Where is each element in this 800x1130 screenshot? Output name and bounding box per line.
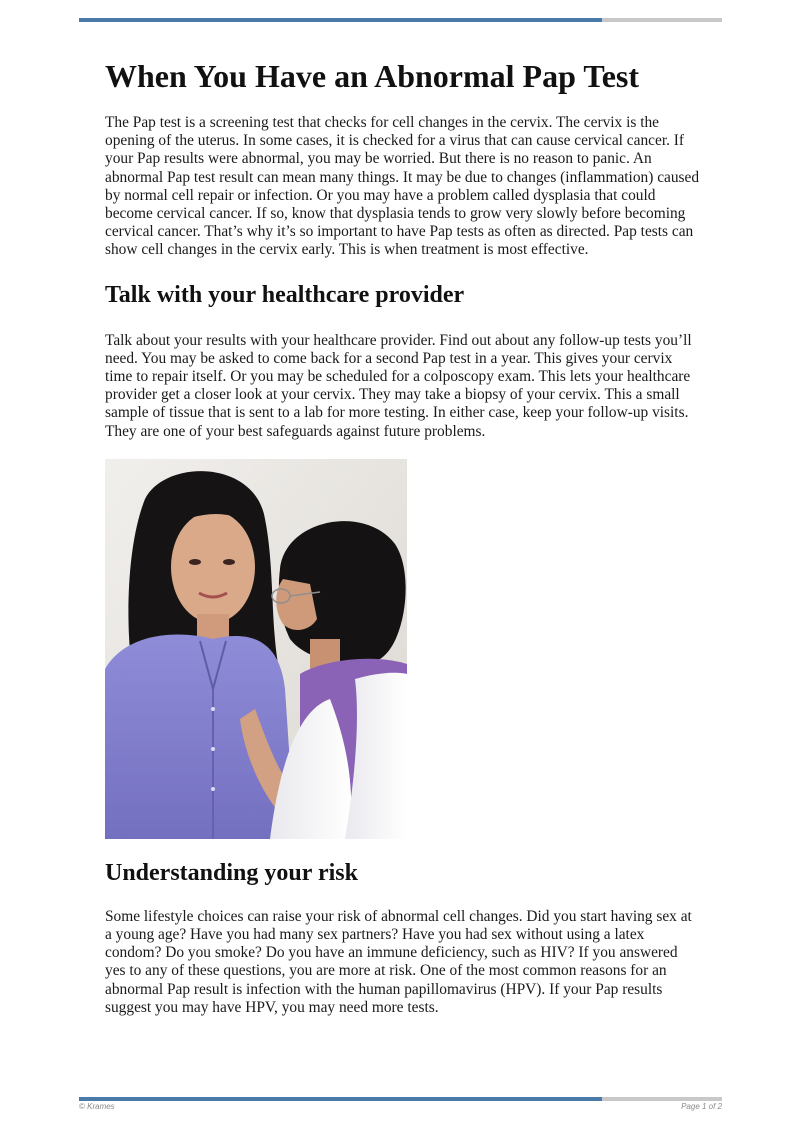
footer-rule-track (602, 1097, 722, 1101)
footer-rule (79, 1097, 722, 1101)
patient-consultation-photo (105, 459, 407, 839)
section-heading-risk: Understanding your risk (105, 859, 358, 886)
section-heading-talk: Talk with your healthcare provider (105, 281, 465, 308)
header-rule-track (602, 18, 722, 22)
header-rule (79, 18, 722, 22)
section-body-risk: Some lifestyle choices can raise your risk of abnormal cell changes. Did you start having sex at a young age? Have you had many sex partners? Have you had sex without using a latex condom? Do you smoke? Do you have an immune deficiency, such as HIV? If you answered yes to any of these questions, you are more at risk. One of the most common reasons for an abnormal Pap result is infection with the human papillomavirus (HPV). If your Pap results suggest you may have HPV, you may need more tests. (105, 907, 692, 1016)
footer-rule-accent (79, 1097, 602, 1101)
section-body-talk: Talk about your results with your healthcare provider. Find out about any follow-up tests you’ll need. You may be asked to come back for a second Pap test in a year. This gives your cervix time to repair itself. Or you may be scheduled for a colposcopy exam. This lets your healthcare provider get a closer look at your cervix. They may take a biopsy of your cervix. This a small sample of tissue that is sent to a lab for more testing. In either case, keep your follow-up visits. They are one of your best safeguards against future problems. (105, 331, 692, 440)
page-number: Page 1 of 2 (681, 1102, 722, 1111)
header-rule-accent (79, 18, 602, 22)
document-title: When You Have an Abnormal Pap Test (105, 58, 640, 94)
document-body (105, 56, 700, 1017)
copyright-text: © Krames (79, 1102, 115, 1111)
intro-paragraph: The Pap test is a screening test that checks for cell changes in the cervix. The cervix is the opening of the uterus. In some cases, it is checked for a virus that can cause cervical cancer. If your Pap results were abnormal, you may be worried. But there is no reason to panic. An abnormal Pap test result can mean many things. It may be due to changes (inflammation) caused by normal cell repair or infection. Or you may have a problem called dysplasia that could become cervical cancer. If so, know that dysplasia tends to grow very slowly before becoming cervical cancer. That’s why it’s so important to have Pap tests as often as directed. Pap tests can show cell changes in the cervix early. This is when treatment is most effective. (105, 114, 700, 259)
